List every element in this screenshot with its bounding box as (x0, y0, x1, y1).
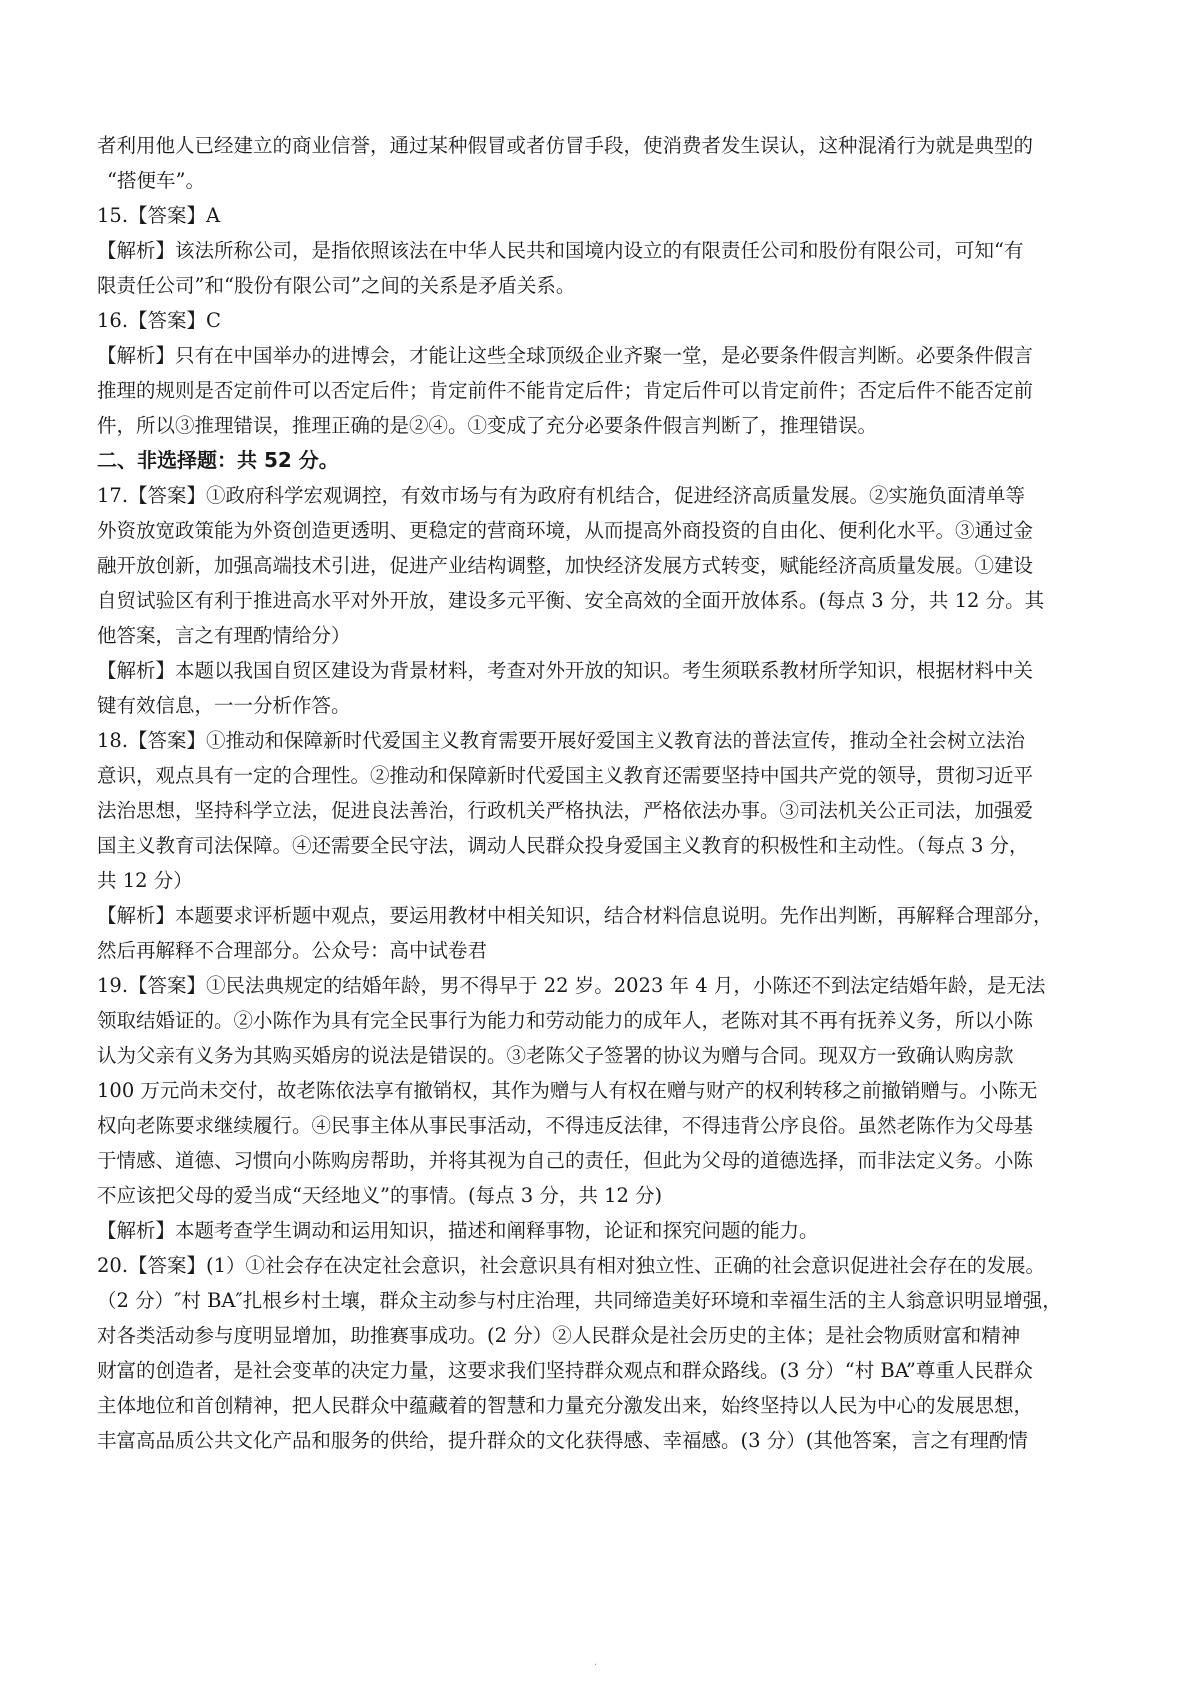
answer-label: 15.【答案】A (97, 204, 221, 227)
text-line: 意识，观点具有一定的合理性。②推动和保障新时代爱国主义教育还需要坚持中国共产党的领导，贯彻习近平 (97, 764, 1034, 787)
text-line: 20.【答案】(1）①社会存在决定社会意识，社会意识具有相对独立性、正确的社会意识促进社会存在的发展。 (97, 1254, 1046, 1277)
answer-label: 16.【答案】C (97, 309, 221, 332)
text-line: 【解析】只有在中国举办的进博会，才能让这些全球顶级企业齐聚一堂，是必要条件假言判断。必要条件假言 (97, 344, 1034, 367)
text-line: 对各类活动参与度明显增加，助推赛事成功。(2 分）②人民群众是社会历史的主体；是社会物质财富和精神 (97, 1324, 1021, 1347)
text-line: “搭便车”。 (107, 169, 205, 192)
text-line: 【解析】本题考查学生调动和运用知识，描述和阐释事物，论证和探究问题的能力。 (97, 1219, 819, 1242)
section-heading: 二、非选择题：共 52 分。 (97, 448, 339, 472)
document-body (97, 128, 1111, 1458)
text-line: 【解析】本题要求评析题中观点，要运用教材中相关知识，结合材料信息说明。先作出判断，再解释合理部分， (97, 904, 1053, 927)
text-line: 丰富高品质公共文化产品和服务的供给，提升群众的文化获得感、幸福感。(3 分）(其他答案，言之有理酌情 (97, 1429, 1028, 1452)
text-line: 【解析】本题以我国自贸区建设为背景材料，考查对外开放的知识。考生须联系教材所学知识，根据材料中关 (97, 659, 1034, 682)
text-line: 融开放创新，加强高端技术引进，促进产业结构调整，加快经济发展方式转变，赋能经济高质量发展。①建设 (97, 554, 1034, 577)
text-line: 【解析】该法所称公司，是指依照该法在中华人民共和国境内设立的有限责任公司和股份有限公司，可知“有 (97, 239, 1024, 262)
text-line: 键有效信息，一一分析作答。 (97, 694, 351, 717)
text-line: 100 万元尚未交付，故老陈依法享有撤销权，其作为赠与人有权在赠与财产的权利转移之前撤销赠与。小陈无 (97, 1079, 1038, 1102)
text-line: （2 分）″村 BA″扎根乡村土壤，群众主动参与村庄治理，共同缔造美好环境和幸福生活的主人翁意识明显增强， (97, 1289, 1062, 1312)
text-line: 不应该把父母的爱当成“天经地义”的事情。(每点 3 分，共 12 分) (97, 1184, 663, 1207)
text-line: 法治思想，坚持科学立法，促进良法善治，行政机关严格执法，严格依法办事。③司法机关公正司法，加强爱 (97, 799, 1034, 822)
text-line: 限责任公司”和“股份有限公司”之间的关系是矛盾关系。 (97, 274, 576, 297)
text-line: 19.【答案】①民法典规定的结婚年龄，男不得早于 22 岁。2023 年 4 月，小陈还不到法定结婚年龄，是无法 (97, 974, 1046, 997)
text-line: 然后再解释不合理部分。公众号：高中试卷君 (97, 939, 488, 962)
text-line: 推理的规则是否定前件可以否定后件；肯定前件不能肯定后件；肯定后件可以肯定前件；否定后件不能否定前 (97, 379, 1034, 402)
text-line: 认为父亲有义务为其购买婚房的说法是错误的。③老陈父子签署的协议为赠与合同。现双方一致确认购房款 (97, 1044, 1014, 1067)
text-line: 共 12 分） (97, 869, 193, 892)
text-line: 件，所以③推理错误，推理正确的是②④。①变成了充分必要条件假言判断了，推理错误。 (97, 414, 878, 437)
text-line: 者利用他人已经建立的商业信誉，通过某种假冒或者仿冒手段，使消费者发生误认，这种混淆行为就是典型的 (97, 134, 1034, 157)
footer-mark: · (594, 1660, 598, 1671)
text-line: 权向老陈要求继续履行。④民事主体从事民事活动，不得违反法律，不得违背公序良俗。虽然老陈作为父母基 (97, 1114, 1034, 1137)
text-line: 自贸试验区有利于推进高水平对外开放，建设多元平衡、安全高效的全面开放体系。(每点 3 分，共 12 分。其 (97, 589, 1045, 612)
text-line: 他答案，言之有理酌情给分） (97, 624, 351, 647)
text-line: 18.【答案】①推动和保障新时代爱国主义教育需要开展好爱国主义教育法的普法宣传，推动全社会树立法治 (97, 729, 1026, 752)
text-line: 国主义教育司法保障。④还需要全民守法，调动人民群众投身爱国主义教育的积极性和主动性。（每点 3 分， (97, 834, 1029, 857)
text-line: 外资放宽政策能为外资创造更透明、更稳定的营商环境，从而提高外商投资的自由化、便利化水平。③通过金 (97, 519, 1034, 542)
text-line: 领取结婚证的。②小陈作为具有完全民事行为能力和劳动能力的成年人，老陈对其不再有抚养义务，所以小陈 (97, 1009, 1034, 1032)
text-line: 财富的创造者，是社会变革的决定力量，这要求我们坚持群众观点和群众路线。(3 分）“村 BA”尊重人民群众 (97, 1359, 1033, 1382)
text-line: 于情感、道德、习惯向小陈购房帮助，并将其视为自己的责任，但此为父母的道德选择，而非法定义务。小陈 (97, 1149, 1034, 1172)
text-line: 主体地位和首创精神，把人民群众中蕴藏着的智慧和力量充分激发出来，始终坚持以人民为中心的发展思想， (97, 1394, 1034, 1417)
text-line: 17.【答案】①政府科学宏观调控，有效市场与有为政府有机结合，促进经济高质量发展。②实施负面清单等 (97, 484, 1026, 507)
